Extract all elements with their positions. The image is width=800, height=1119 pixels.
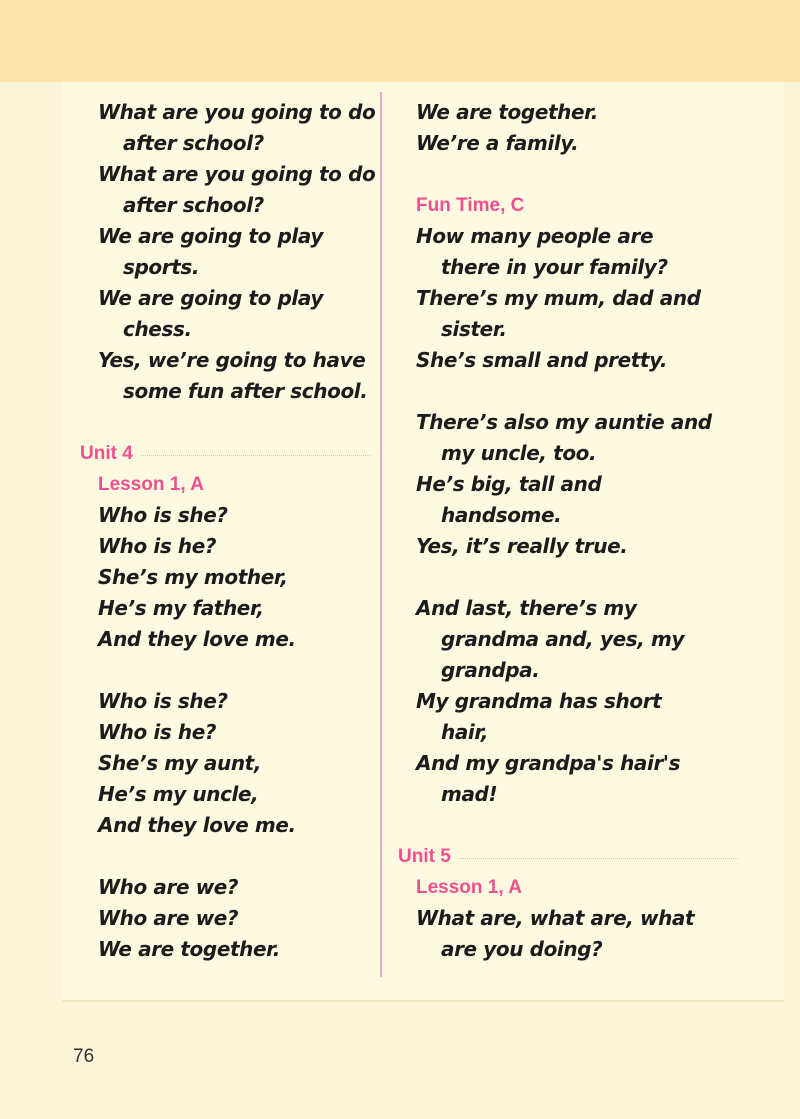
text-line: There’s also my auntie and (416, 410, 712, 434)
text-line: My grandma has short (416, 689, 662, 713)
text-line: Yes, it’s really true. (416, 534, 628, 558)
text-line: Who are we? (98, 906, 239, 930)
unit-5-label: Unit 5 (398, 846, 451, 867)
top-lines (398, 97, 738, 159)
text-line: grandpa. (441, 658, 540, 682)
right-column (398, 97, 738, 965)
text-line: my uncle, too. (441, 441, 597, 465)
column-divider (380, 92, 382, 977)
text-line: Who are we? (98, 875, 239, 899)
stanza (80, 500, 370, 655)
text-line: are you doing? (441, 937, 603, 961)
left-column (80, 97, 376, 965)
stanza (398, 593, 738, 810)
text-line: We are together. (98, 937, 280, 961)
lesson-heading: Lesson 1, A (98, 474, 204, 495)
text-line: He’s my uncle, (98, 782, 259, 806)
page-number: 76 (73, 1046, 95, 1067)
text-line: chess. (123, 317, 192, 341)
text-line: And they love me. (98, 813, 296, 837)
stanza (398, 903, 738, 965)
stanza-gap (80, 655, 370, 686)
text-line: grandma and, yes, my (441, 627, 685, 651)
lesson-heading: Lesson 1, A (416, 877, 522, 898)
stanza-gap (398, 159, 738, 190)
text-line: Who is he? (98, 534, 217, 558)
text-line: She’s small and pretty. (416, 348, 668, 372)
text-line: sister. (441, 317, 507, 341)
stanza (80, 872, 370, 965)
text-line: We’re a family. (416, 131, 579, 155)
stanza (398, 221, 738, 376)
text-line: there in your family? (441, 255, 668, 279)
stanza-gap (80, 841, 370, 872)
intro-lines (80, 97, 376, 407)
text-line: He’s my father, (98, 596, 264, 620)
stanza-gap (398, 562, 738, 593)
text-line: We are going to play (98, 224, 323, 248)
text-line: She’s my mother, (98, 565, 288, 589)
text-line: after school? (123, 131, 264, 155)
text-line: sports. (123, 255, 200, 279)
text-line: What are you going to do (98, 100, 376, 124)
text-line: And last, there’s my (416, 596, 637, 620)
stanza (398, 407, 738, 562)
text-line: handsome. (441, 503, 562, 527)
text-line: He’s big, tall and (416, 472, 602, 496)
text-line: We are together. (416, 100, 598, 124)
text-line: hair, (441, 720, 489, 744)
text-line: Who is she? (98, 689, 228, 713)
text-line: And they love me. (98, 627, 296, 651)
text-line: What are you going to do (98, 162, 376, 186)
stanza-gap (80, 407, 370, 438)
stanza-gap (398, 810, 738, 841)
text-line: Yes, we’re going to have (98, 348, 366, 372)
text-line: There’s my mum, dad and (416, 286, 701, 310)
text-line: mad! (441, 782, 498, 806)
text-line: What are, what are, what (416, 906, 695, 930)
fun-time-heading: Fun Time, C (416, 195, 525, 216)
text-line: Who is he? (98, 720, 217, 744)
unit-5-heading (398, 841, 738, 872)
unit-4-heading (80, 438, 370, 469)
top-color-band (0, 0, 800, 82)
dotted-rule (141, 455, 370, 456)
stanza (80, 686, 370, 841)
unit-4-label: Unit 4 (80, 443, 133, 464)
text-line: How many people are (416, 224, 654, 248)
text-line: And my grandpa's hair's (416, 751, 681, 775)
text-line: some fun after school. (123, 379, 368, 403)
text-line: We are going to play (98, 286, 323, 310)
text-line: She’s my aunt, (98, 751, 262, 775)
text-line: Who is she? (98, 503, 228, 527)
stanza-gap (398, 376, 738, 407)
text-line: after school? (123, 193, 264, 217)
dotted-rule (459, 858, 738, 859)
